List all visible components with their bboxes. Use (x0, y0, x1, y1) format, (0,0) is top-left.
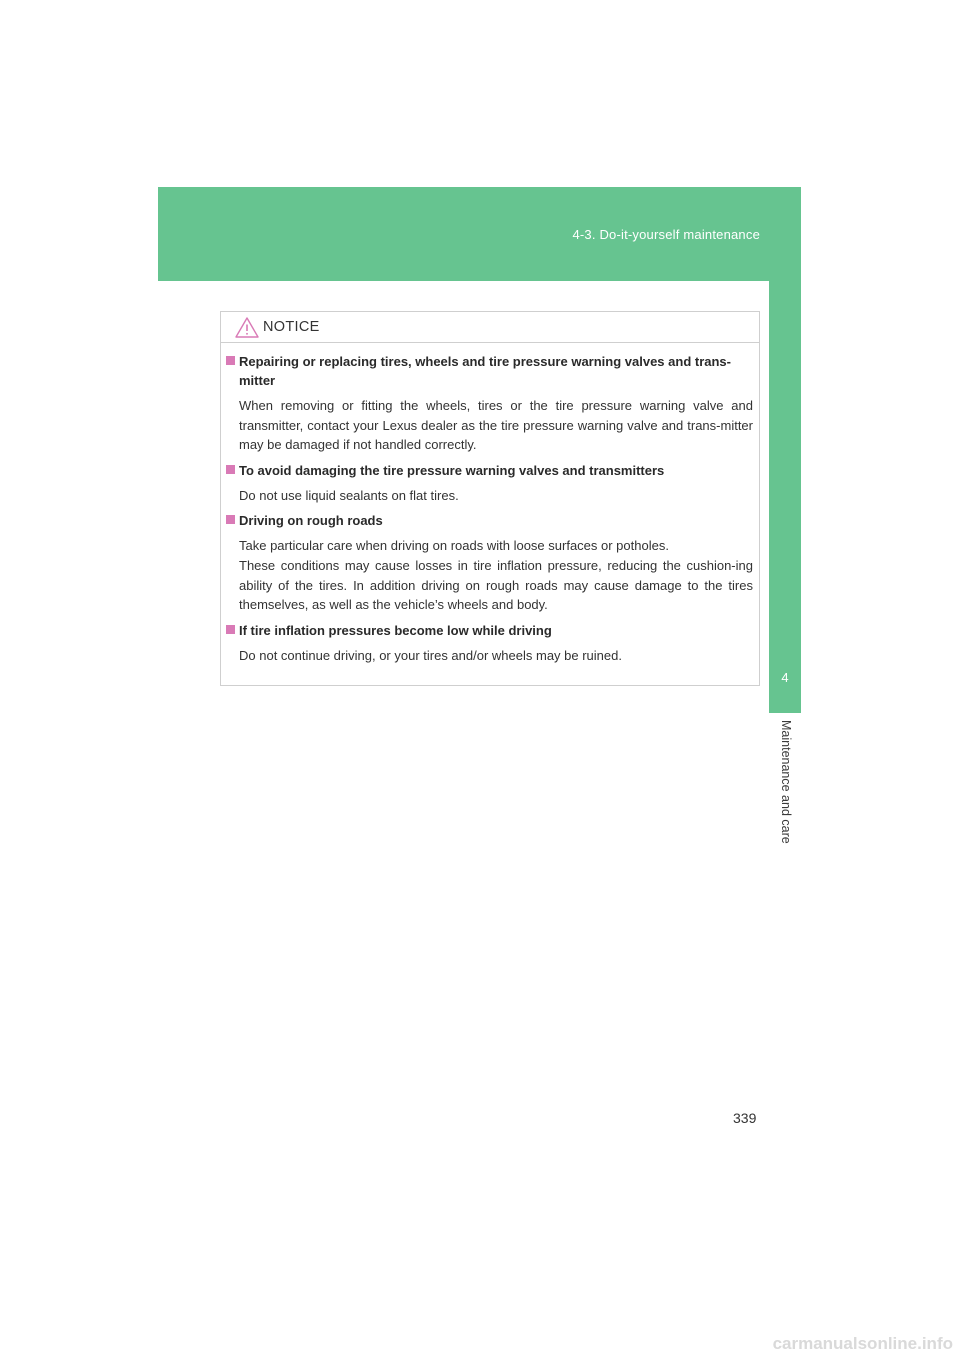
chapter-side-tab (769, 281, 801, 713)
notice-title: NOTICE (263, 319, 320, 335)
section-paragraph: Do not continue driving, or your tires and/or wheels may be ruined. (239, 647, 622, 663)
section-title: 4-3. Do-it-yourself maintenance (572, 227, 760, 242)
notice-body (221, 352, 759, 671)
chapter-side-label (769, 720, 801, 870)
notice-box (220, 311, 760, 686)
square-bullet-icon (226, 625, 235, 634)
warning-triangle-icon (235, 317, 259, 338)
chapter-header-band (158, 187, 801, 281)
section-paragraph: When removing or fitting the wheels, tires or the tire pressure warning valve and transmitter, contact your Lexus dealer as the tire pressure warning valve and trans-mitter may be damaged if not handled correctly. (239, 398, 753, 453)
notice-section (221, 621, 759, 666)
square-bullet-icon (226, 465, 235, 474)
notice-section (221, 352, 759, 455)
watermark-text: carmanualsonline.info (772, 1334, 953, 1353)
section-heading: Repairing or replacing tires, wheels and tire pressure warning valves and trans-mitter (239, 354, 731, 388)
section-heading: If tire inflation pressures become low while driving (239, 622, 552, 638)
section-heading: To avoid damaging the tire pressure warning valves and transmitters (239, 462, 665, 478)
section-heading: Driving on rough roads (239, 513, 383, 529)
watermark-logo (717, 1331, 957, 1355)
section-paragraph: These conditions may cause losses in tire inflation pressure, reducing the cushion-ing ability of the tires. In addition driving on rough roads may cause damage to the tires themselves, as well as the vehicle’s wheels and body. (239, 557, 753, 613)
square-bullet-icon (226, 356, 235, 365)
notice-section (221, 511, 759, 614)
notice-header (221, 312, 759, 343)
notice-section (221, 461, 759, 506)
section-paragraph: Do not use liquid sealants on flat tires. (239, 487, 459, 503)
page-number: 339 (733, 1110, 757, 1126)
section-paragraph: Take particular care when driving on roads with loose surfaces or potholes. (239, 538, 669, 554)
square-bullet-icon (226, 515, 235, 524)
chapter-label: Maintenance and care (779, 720, 793, 844)
chapter-number: 4 (781, 670, 789, 685)
